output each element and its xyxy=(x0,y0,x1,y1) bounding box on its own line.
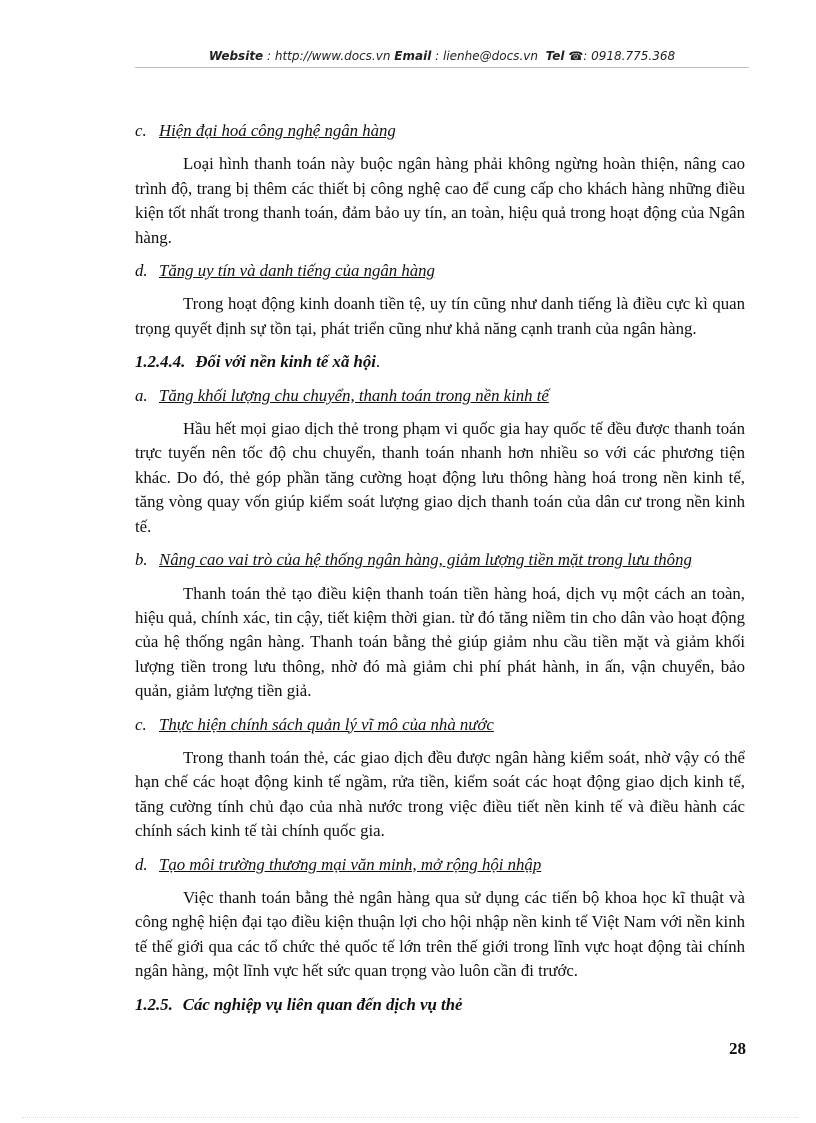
subheading-c1 xyxy=(135,119,745,143)
tel-separator: : xyxy=(583,49,592,63)
paragraph: Loại hình thanh toán này buộc ngân hàng phải không ngừng hoàn thiện, nâng cao trình độ, trang bị thêm các thiết bị công nghệ cao để cung cấp cho khách hàng những điều kiện tốt nhất trong thanh toán, đảm bảo uy tín, an toàn, hiệu quả trong hoạt động của Ngân hàng. xyxy=(135,154,745,247)
website-label: Website xyxy=(208,49,264,63)
subheading-label: c. xyxy=(135,714,147,734)
subheading-title: Tăng khối lượng chu chuyển, thanh toán trong nền kinh tế xyxy=(159,385,549,405)
subheading-label: a. xyxy=(135,385,148,405)
subheading-title: Nâng cao vai trò của hệ thống ngân hàng, giảm lượng tiền mặt trong lưu thông xyxy=(159,550,692,570)
subheading-title: Thực hiện chính sách quản lý vĩ mô của nhà nước xyxy=(159,714,494,734)
email-label: Email xyxy=(394,49,432,63)
page-header xyxy=(135,46,749,68)
subheading-c2 xyxy=(135,713,745,737)
subheading-label: b. xyxy=(135,550,148,570)
subheading-title: Tăng uy tín và danh tiếng của ngân hàng xyxy=(159,261,435,281)
email-separator: : xyxy=(431,49,443,63)
paragraph: Trong thanh toán thẻ, các giao dịch đều được ngân hàng kiểm soát, nhờ vậy có thể hạn chế các hoạt động kinh tế ngầm, rửa tiền, kiểm soát các hoạt động giao dịch kinh tế, tăng cường tính chủ đạo của nhà nước trong việc điều tiết nền kinh tế và điều hành các chính sách kinh tế tài chính quốc gia. xyxy=(135,747,745,841)
tel-label: Tel xyxy=(545,49,565,63)
paragraph: Trong hoạt động kinh doanh tiền tệ, uy tín cũng như danh tiếng là điều cực kì quan trọng quyết định sự tồn tại, phát triển cũng như khả năng cạnh tranh của ngân hàng. xyxy=(135,294,745,338)
subheading-label: d. xyxy=(135,854,148,874)
paragraph: Thanh toán thẻ tạo điều kiện thanh toán tiền hàng hoá, dịch vụ một cách an toàn, hiệu quả, chính xác, tin cậy, tiết kiệm thời gian. từ đó tăng niềm tin cho dân vào hoạt động của hệ thống ngân hàng. Thanh toán bằng thẻ giúp giảm nhu cầu tiền mặt và giảm khối lượng tiền trong lưu thông, nhờ đó mà giảm chi phí phát hành, in ấn, vận chuyển, bảo quản, giảm lượng tiền giả. xyxy=(135,583,745,701)
section-title: Đối với nền kinh tế xã hội xyxy=(195,352,376,372)
website-url[interactable]: http://www.docs.vn xyxy=(274,49,391,63)
subheading-b xyxy=(135,548,745,572)
section-number: 1.2.5. xyxy=(135,994,173,1014)
subheading-d2 xyxy=(135,853,745,877)
subheading-label: c. xyxy=(135,121,147,140)
page-number: 28 xyxy=(729,1039,746,1058)
paragraph: Hầu hết mọi giao dịch thẻ trong phạm vi quốc gia hay quốc tế đều được thanh toán trực tuyến nên tốc độ chu chuyển, thanh toán nhanh hơn nhiều so với các phương tiện khác. Do đó, thẻ góp phần tăng cường hoạt động lưu thông hàng hoá trong nền kinh tế, tăng vòng quay vốn giúp kiểm soát lượng giao dịch thanh toán của dân cư trong nền kinh tế. xyxy=(135,419,745,536)
paragraph: Việc thanh toán bằng thẻ ngân hàng qua sử dụng các tiến bộ khoa học kĩ thuật và công nghệ hiện đại tạo điều kiện thuận lợi cho hội nhập nền kinh tế Việt Nam với nền kinh tế thế giới qua các tổ chức thẻ quốc tế lớn trên thế giới trong lĩnh vực hoạt động tài chính ngân hàng, một lĩnh vực hết sức quan trọng vào luôn cần đi trước. xyxy=(135,887,745,981)
phone-icon: ☎ xyxy=(568,49,584,63)
subheading-title: Hiện đại hoá công nghệ ngân hàng xyxy=(159,121,396,140)
subheading-title: Tạo môi trường thương mại văn minh, mở rộng hội nhập xyxy=(159,854,542,874)
document-body xyxy=(135,119,745,1026)
section-title: Các nghiệp vụ liên quan đến dịch vụ thẻ xyxy=(182,994,463,1014)
page-bottom-divider xyxy=(22,1117,798,1118)
subheading-d1 xyxy=(135,259,745,283)
subheading-a xyxy=(135,384,745,408)
section-title-trail: . xyxy=(375,352,381,372)
section-heading-1-2-5 xyxy=(135,993,745,1017)
tel-value: 0918.775.368 xyxy=(591,49,676,63)
section-heading-1-2-4-4 xyxy=(135,350,745,374)
section-number: 1.2.4.4. xyxy=(135,352,186,372)
subheading-label: d. xyxy=(135,261,148,281)
email-value[interactable]: lienhe@docs.vn xyxy=(442,49,538,63)
website-separator: : xyxy=(263,49,275,63)
